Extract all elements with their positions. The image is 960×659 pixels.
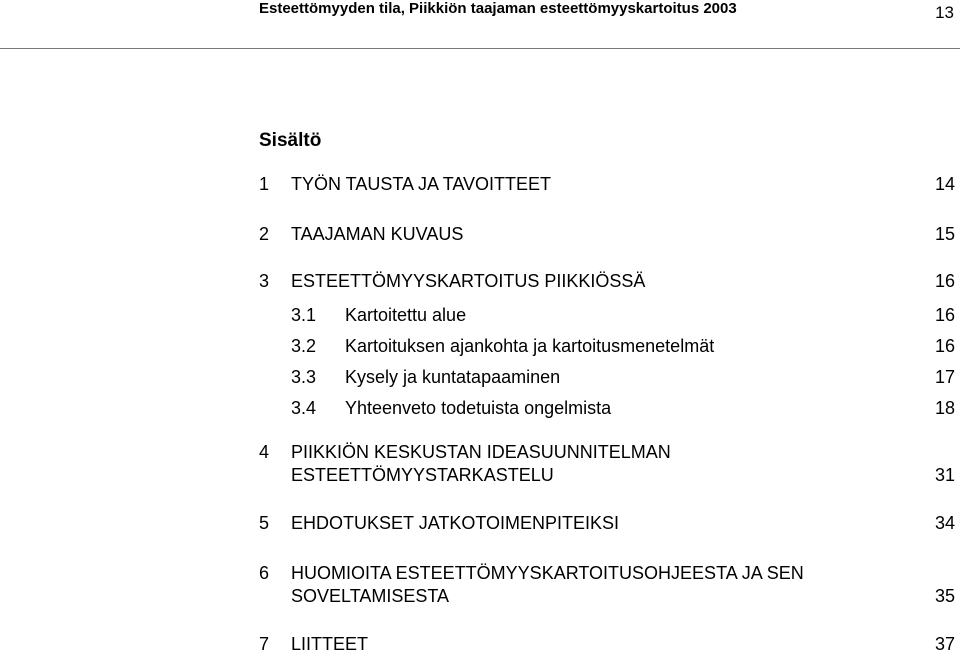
header-divider (0, 48, 960, 49)
toc-entry-page: 16 (934, 305, 955, 325)
toc-entry-page: 15 (934, 224, 955, 244)
toc-entry-title-line: SOVELTAMISESTA (291, 586, 450, 606)
document-title: Esteettömyyden tila, Piikkiön taajaman esteettömyyskartoitus 2003 (259, 0, 737, 17)
toc-entry-title-line: HUOMIOITA ESTEETTÖMYYSKARTOITUSOHJEESTA JA SEN (291, 563, 804, 583)
toc-entry-number: 5 (259, 513, 270, 533)
toc-entry-page: 17 (934, 367, 955, 387)
toc-entry-title: Kysely ja kuntatapaaminen (345, 367, 561, 387)
toc-entry-page: 31 (934, 465, 955, 485)
toc-entry-number: 3 (259, 271, 270, 291)
toc-entry-title (291, 562, 804, 608)
toc-entry-title: Kartoitettu alue (345, 305, 467, 325)
toc-entry-title: Yhteenveto todetuista ongelmista (345, 398, 612, 418)
toc-entry-page: 37 (934, 634, 955, 654)
toc-entry-title (291, 441, 671, 487)
toc-entry-page: 16 (934, 336, 955, 356)
toc-entry-title: EHDOTUKSET JATKOTOIMENPITEIKSI (291, 513, 620, 533)
toc-entry-page: 14 (934, 174, 955, 194)
toc-entry-number: 2 (259, 224, 270, 244)
toc-entry-title-line: PIIKKIÖN KESKUSTAN IDEASUUNNITELMAN (291, 442, 671, 462)
toc-heading: Sisältö (259, 130, 322, 151)
toc-entry-page: 35 (934, 586, 955, 606)
page-number: 13 (935, 3, 954, 22)
toc-entry-page: 16 (934, 271, 955, 291)
toc-entry-number: 3.4 (291, 398, 317, 418)
toc-entry-number: 1 (259, 174, 270, 194)
toc-entry-number: 3.2 (291, 336, 317, 356)
toc-entry-number: 6 (259, 563, 270, 583)
toc-entry-title: ESTEETTÖMYYSKARTOITUS PIIKKIÖSSÄ (291, 271, 646, 291)
toc-entry-title-line: ESTEETTÖMYYSTARKASTELU (291, 465, 554, 485)
toc-entry-title: TYÖN TAUSTA JA TAVOITTEET (291, 174, 552, 194)
toc-entry-page: 18 (934, 398, 955, 418)
toc-entry-number: 4 (259, 442, 270, 462)
toc-entry-number: 3.1 (291, 305, 317, 325)
toc-entry-number: 7 (259, 634, 270, 654)
page-header (0, 0, 960, 49)
toc-entry-title: Kartoituksen ajankohta ja kartoitusmenetelmät (345, 336, 715, 356)
toc-entry-number: 3.3 (291, 367, 317, 387)
toc-entry-title: LIITTEET (291, 634, 369, 654)
toc-entry-page: 34 (934, 513, 955, 533)
toc-entry-title: TAAJAMAN KUVAUS (291, 224, 464, 244)
